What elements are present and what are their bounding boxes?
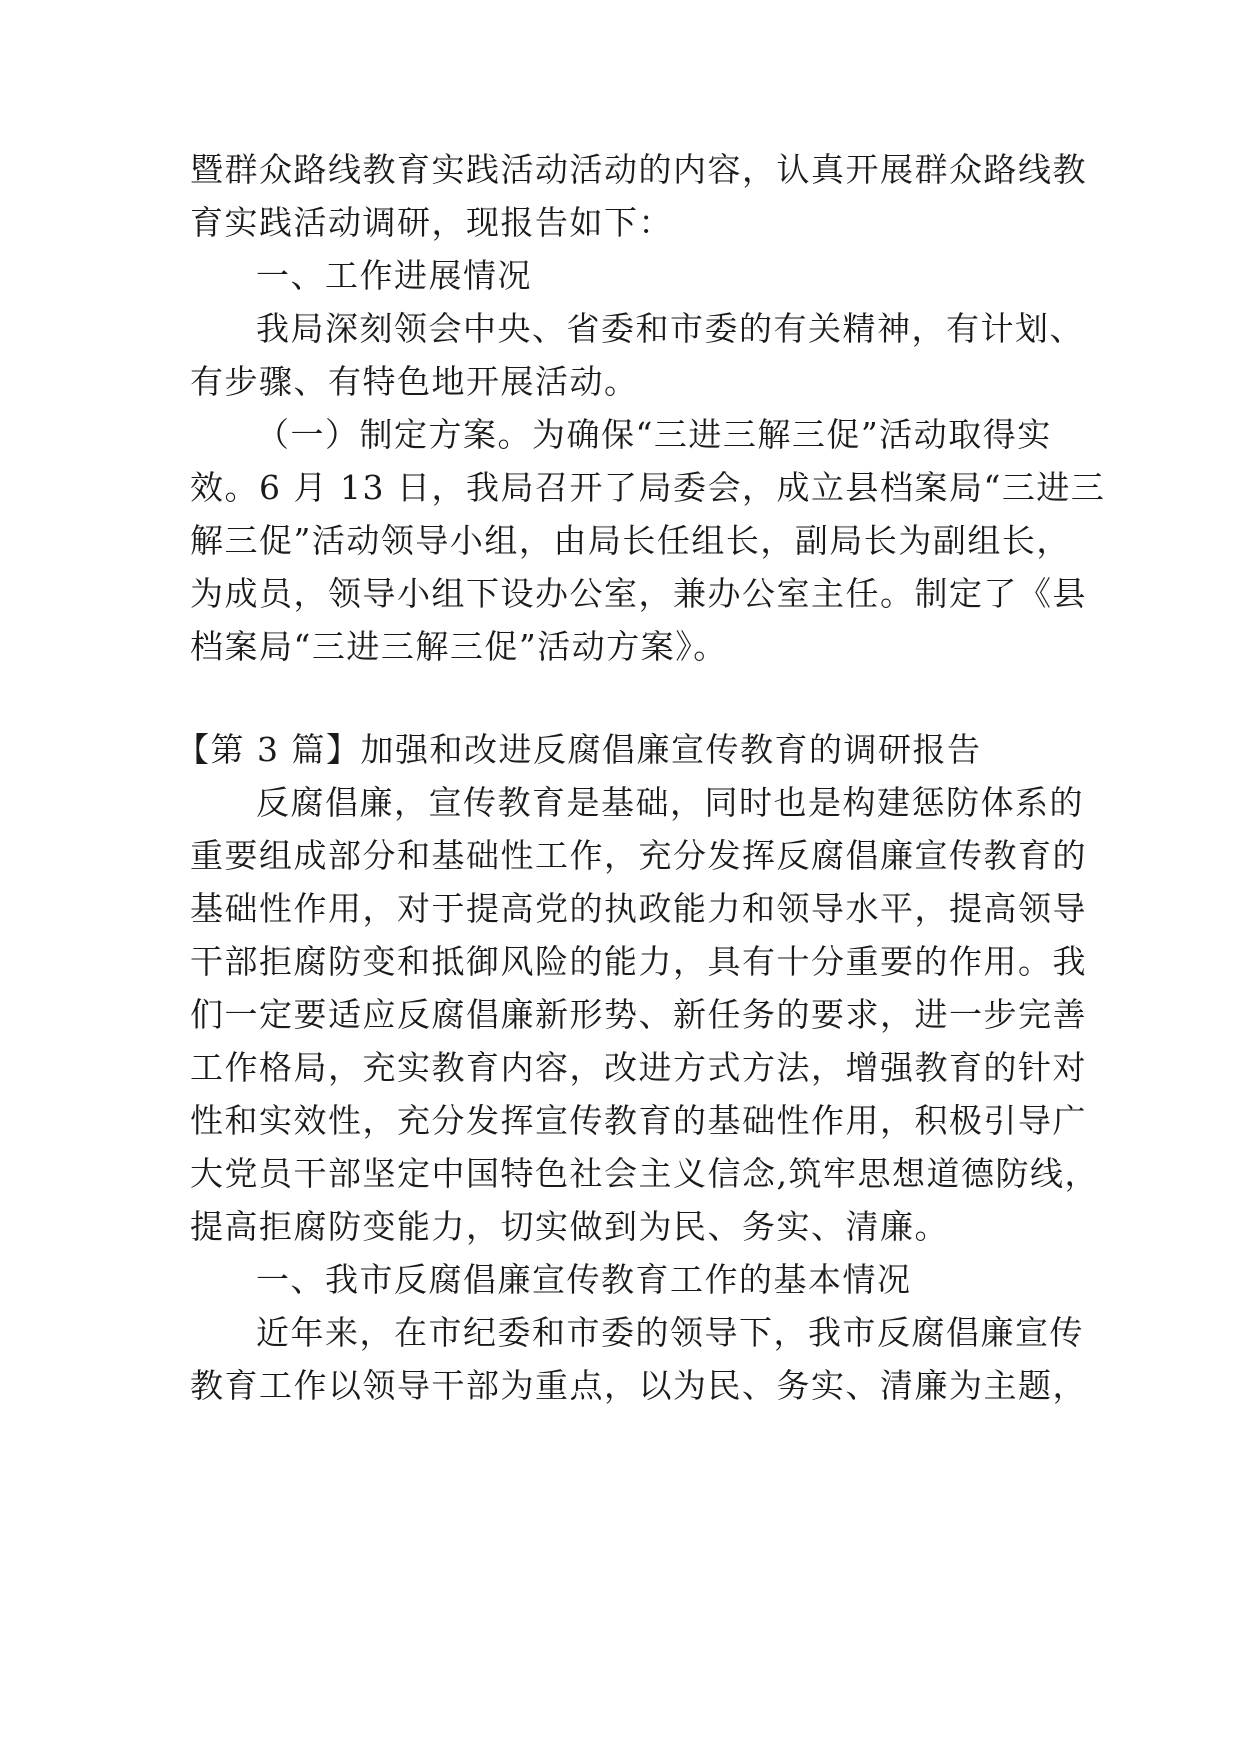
section-heading: 一、我市反腐倡廉宣传教育工作的基本情况 [256,1260,912,1299]
paragraph-line: 反腐倡廉，宣传教育是基础，同时也是构建惩防体系的 [256,783,1084,822]
paragraph-line: 干部拒腐防变和抵御风险的能力，具有十分重要的作用。我 [190,942,1087,981]
section-heading: 一、工作进展情况 [256,256,532,295]
paragraph-line: 效。6 月 13 日，我局召开了局委会，成立县档案局“三进三 [190,468,1106,507]
paragraph-line: 档案局“三进三解三促”活动方案》。 [190,627,728,666]
paragraph-line: 基础性作用，对于提高党的执政能力和领导水平，提高领导 [190,889,1087,928]
paragraph-line: 解三促”活动领导小组，由局长任组长，副局长为副组长， [190,521,1071,560]
paragraph-line: 近年来，在市纪委和市委的领导下，我市反腐倡廉宣传 [256,1313,1084,1352]
paragraph-line: 教育工作以领导干部为重点，以为民、务实、清廉为主题， [190,1366,1087,1405]
paragraph-line: 们一定要适应反腐倡廉新形势、新任务的要求，进一步完善 [190,995,1087,1034]
paragraph-line: 暨群众路线教育实践活动活动的内容，认真开展群众路线教 [190,150,1087,189]
paragraph-line: 提高拒腐防变能力，切实做到为民、务实、清廉。 [190,1207,949,1246]
paragraph-line: 大党员干部坚定中国特色社会主义信念,筑牢思想道德防线， [190,1154,1099,1193]
article-title: 【第 3 篇】加强和改进反腐倡廉宣传教育的调研报告 [176,730,982,769]
paragraph-line: 有步骤、有特色地开展活动。 [190,362,639,401]
paragraph-line: 重要组成部分和基础性工作，充分发挥反腐倡廉宣传教育的 [190,836,1087,875]
paragraph-line: 性和实效性，充分发挥宣传教育的基础性作用，积极引导广 [190,1101,1087,1140]
paragraph-line: 工作格局，充实教育内容，改进方式方法，增强教育的针对 [190,1048,1087,1087]
paragraph-line: 我局深刻领会中央、省委和市委的有关精神，有计划、 [256,309,1084,348]
paragraph-line: 为成员，领导小组下设办公室，兼办公室主任。制定了《县 [190,574,1087,613]
subsection-line: （一）制定方案。为确保“三进三解三促”活动取得实 [256,415,1052,454]
paragraph-line: 育实践活动调研，现报告如下： [190,203,673,242]
